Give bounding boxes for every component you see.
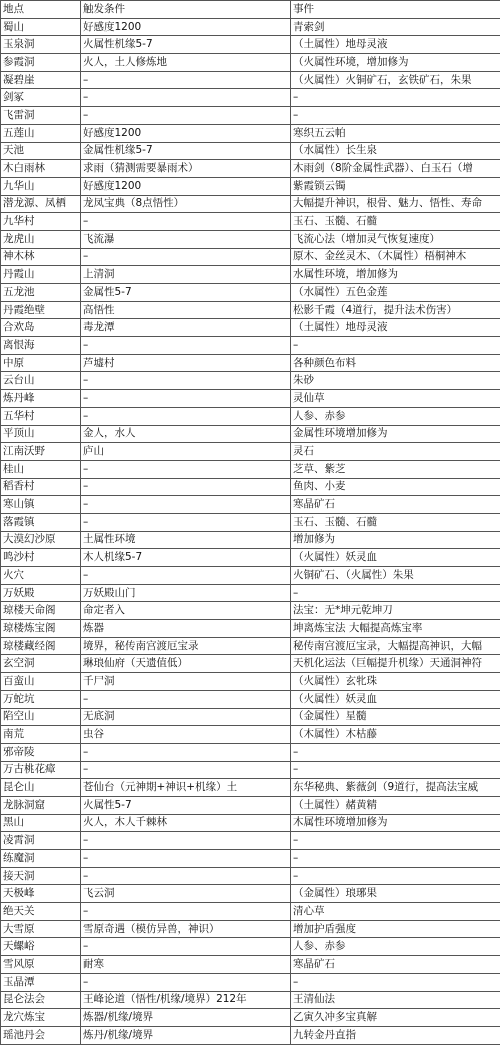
table-header-row xyxy=(1,1,500,19)
table-row xyxy=(1,460,500,478)
cell-location: 五莲山 xyxy=(1,124,81,142)
cell-location: 炼丹峰 xyxy=(1,390,81,408)
cell-trigger: 炼器/机缘/境界 xyxy=(81,1009,291,1027)
cell-event: （土属性）地母灵液 xyxy=(291,319,500,337)
table-row xyxy=(1,673,500,691)
cell-trigger: 芦墟村 xyxy=(81,354,291,372)
cell-location: 寒山镇 xyxy=(1,496,81,514)
table-row xyxy=(1,301,500,319)
table-row xyxy=(1,903,500,921)
table-row xyxy=(1,956,500,974)
table-row xyxy=(1,1026,500,1044)
cell-event: 法宝：无*坤元乾坤刀 xyxy=(291,602,500,620)
table-row xyxy=(1,973,500,991)
cell-location: 天螺峪 xyxy=(1,938,81,956)
cell-event: 天机化运法（巨幅提升机缘）天通洞神符 xyxy=(291,655,500,673)
table-row xyxy=(1,779,500,797)
cell-event: 寒晶矿石 xyxy=(291,496,500,514)
cell-event: – xyxy=(291,89,500,107)
cell-event: 飞流心法（增加灵气恢复速度） xyxy=(291,230,500,248)
cell-event: 东华秘典、紫薇剑（9道行，提高法宝威 xyxy=(291,779,500,797)
cell-trigger: 千尸洞 xyxy=(81,673,291,691)
cell-trigger: – xyxy=(81,107,291,125)
cell-location: 火穴 xyxy=(1,567,81,585)
cell-location: 云台山 xyxy=(1,372,81,390)
table-row xyxy=(1,407,500,425)
cell-event: 火铜矿石、（火属性）朱果 xyxy=(291,567,500,585)
cell-trigger: 无底洞 xyxy=(81,708,291,726)
table-row xyxy=(1,513,500,531)
table-row xyxy=(1,266,500,284)
cell-event: 寒织五云帕 xyxy=(291,124,500,142)
cell-location: 龙穴炼宝 xyxy=(1,1009,81,1027)
cell-location: 离恨海 xyxy=(1,337,81,355)
cell-trigger: – xyxy=(81,938,291,956)
cell-trigger: 上清洞 xyxy=(81,266,291,284)
cell-location: 江南沃野 xyxy=(1,443,81,461)
table-row xyxy=(1,496,500,514)
table-row xyxy=(1,920,500,938)
cell-trigger: – xyxy=(81,761,291,779)
cell-location: 鸣沙村 xyxy=(1,549,81,567)
cell-trigger: – xyxy=(81,337,291,355)
cell-location: 龙脉洞窟 xyxy=(1,796,81,814)
cell-location: 玉泉洞 xyxy=(1,36,81,54)
cell-trigger: – xyxy=(81,248,291,266)
cell-trigger: 土属性环境 xyxy=(81,531,291,549)
cell-event: 大幅提升神识，根骨、魅力、悟性、寿命 xyxy=(291,195,500,213)
cell-trigger: – xyxy=(81,71,291,89)
table-row xyxy=(1,637,500,655)
table-row xyxy=(1,832,500,850)
table-row xyxy=(1,549,500,567)
cell-event: 松影千霞（4道行，提升法术伤害） xyxy=(291,301,500,319)
table-row xyxy=(1,372,500,390)
table-row xyxy=(1,54,500,72)
cell-event: （火属性）妖灵血 xyxy=(291,690,500,708)
cell-trigger: 好感度1200 xyxy=(81,18,291,36)
cell-location: 大漠幻沙原 xyxy=(1,531,81,549)
table-row xyxy=(1,354,500,372)
cell-trigger: 耐寒 xyxy=(81,956,291,974)
cell-location: 潜龙源、凤栖 xyxy=(1,195,81,213)
cell-trigger: 火人，土人修炼地 xyxy=(81,54,291,72)
cell-trigger: – xyxy=(81,743,291,761)
cell-trigger: 琳琅仙府（天遗值低） xyxy=(81,655,291,673)
cell-event: （金属性）琅琊果 xyxy=(291,885,500,903)
cell-event: 青索剑 xyxy=(291,18,500,36)
table-row xyxy=(1,230,500,248)
table-row xyxy=(1,761,500,779)
cell-location: 丹霞绝壁 xyxy=(1,301,81,319)
header-trigger: 触发条件 xyxy=(81,1,291,19)
cell-event: 清心草 xyxy=(291,903,500,921)
cell-trigger: 龙凤宝典（8点悟性） xyxy=(81,195,291,213)
cell-location: 万古桃花瘴 xyxy=(1,761,81,779)
cell-location: 玉晶潭 xyxy=(1,973,81,991)
cell-location: 九华村 xyxy=(1,213,81,231)
cell-location: 参霞洞 xyxy=(1,54,81,72)
cell-event: – xyxy=(291,867,500,885)
header-location: 地点 xyxy=(1,1,81,19)
cell-event: 木雨剑（8阶金属性武器）、白玉石（增 xyxy=(291,160,500,178)
cell-event: （水属性）长生泉 xyxy=(291,142,500,160)
cell-location: 九华山 xyxy=(1,177,81,195)
cell-location: 琼楼炼宝阁 xyxy=(1,620,81,638)
table-row xyxy=(1,1009,500,1027)
cell-location: 平顶山 xyxy=(1,425,81,443)
cell-trigger: – xyxy=(81,567,291,585)
cell-event: 灵石 xyxy=(291,443,500,461)
cell-location: 昆仑法会 xyxy=(1,991,81,1009)
table-row xyxy=(1,991,500,1009)
cell-event: 九转金丹直指 xyxy=(291,1026,500,1044)
cell-trigger: – xyxy=(81,867,291,885)
cell-trigger: 高悟性 xyxy=(81,301,291,319)
cell-event: – xyxy=(291,973,500,991)
cell-event: – xyxy=(291,743,500,761)
cell-event: 乙寅久冲多宝真解 xyxy=(291,1009,500,1027)
cell-event: （土属性）地母灵液 xyxy=(291,36,500,54)
cell-location: 飞雷洞 xyxy=(1,107,81,125)
cell-event: 各种颜色布料 xyxy=(291,354,500,372)
cell-location: 五华村 xyxy=(1,407,81,425)
cell-trigger: 炼器 xyxy=(81,620,291,638)
cell-trigger: 木人机缘5-7 xyxy=(81,549,291,567)
table-row xyxy=(1,36,500,54)
cell-event: 人参、赤参 xyxy=(291,407,500,425)
table-row xyxy=(1,107,500,125)
cell-location: 凝碧崖 xyxy=(1,71,81,89)
cell-trigger: 火属性机缘5-7 xyxy=(81,36,291,54)
cell-trigger: 飞流瀑 xyxy=(81,230,291,248)
cell-trigger: – xyxy=(81,690,291,708)
cell-location: 黑山 xyxy=(1,814,81,832)
cell-event: 朱砂 xyxy=(291,372,500,390)
cell-location: 木白雨林 xyxy=(1,160,81,178)
cell-event: – xyxy=(291,850,500,868)
table-row xyxy=(1,160,500,178)
cell-event: （土属性）赭黄精 xyxy=(291,796,500,814)
cell-trigger: – xyxy=(81,496,291,514)
table-row xyxy=(1,938,500,956)
cell-event: 玉石、玉髓、石髓 xyxy=(291,513,500,531)
table-row xyxy=(1,867,500,885)
cell-location: 神木林 xyxy=(1,248,81,266)
cell-trigger: – xyxy=(81,407,291,425)
cell-event: （火属性环境，增加修为 xyxy=(291,54,500,72)
cell-trigger: 境界，秘传南宫渡厄宝录 xyxy=(81,637,291,655)
cell-location: 瑶池丹会 xyxy=(1,1026,81,1044)
cell-location: 雪风原 xyxy=(1,956,81,974)
table-row xyxy=(1,213,500,231)
cell-trigger: 金属性机缘5-7 xyxy=(81,142,291,160)
cell-event: – xyxy=(291,107,500,125)
cell-event: 人参、赤参 xyxy=(291,938,500,956)
cell-trigger: 万妖殿山门 xyxy=(81,584,291,602)
cell-location: 万妖殿 xyxy=(1,584,81,602)
cell-trigger: – xyxy=(81,213,291,231)
header-event: 事件 xyxy=(291,1,500,19)
table-row xyxy=(1,195,500,213)
cell-trigger: – xyxy=(81,372,291,390)
table-row xyxy=(1,142,500,160)
table-row xyxy=(1,726,500,744)
cell-event: 玉石、玉髓、石髓 xyxy=(291,213,500,231)
cell-trigger: 火人，木人千棘林 xyxy=(81,814,291,832)
cell-location: 合欢岛 xyxy=(1,319,81,337)
cell-event: 紫霞锁云镯 xyxy=(291,177,500,195)
cell-location: 落霞镇 xyxy=(1,513,81,531)
cell-location: 南荒 xyxy=(1,726,81,744)
cell-trigger: 命定者入 xyxy=(81,602,291,620)
table-row xyxy=(1,124,500,142)
table-row xyxy=(1,443,500,461)
cell-location: 陷空山 xyxy=(1,708,81,726)
cell-event: 寒晶矿石 xyxy=(291,956,500,974)
table-row xyxy=(1,584,500,602)
table-row xyxy=(1,390,500,408)
table-row xyxy=(1,708,500,726)
cell-event: 水属性环境，增加修为 xyxy=(291,266,500,284)
cell-location: 丹霞山 xyxy=(1,266,81,284)
cell-trigger: – xyxy=(81,89,291,107)
cell-location: 凌霄洞 xyxy=(1,832,81,850)
table-row xyxy=(1,531,500,549)
cell-event: – xyxy=(291,761,500,779)
cell-location: 绝天关 xyxy=(1,903,81,921)
table-row xyxy=(1,248,500,266)
cell-location: 琼楼天命阁 xyxy=(1,602,81,620)
table-row xyxy=(1,284,500,302)
cell-event: – xyxy=(291,832,500,850)
cell-trigger: – xyxy=(81,478,291,496)
cell-location: 玄空洞 xyxy=(1,655,81,673)
cell-event: – xyxy=(291,337,500,355)
cell-event: 木属性环境增加修为 xyxy=(291,814,500,832)
cell-location: 万蛇坑 xyxy=(1,690,81,708)
cell-event: （水属性）五色金莲 xyxy=(291,284,500,302)
cell-event: 王清仙法 xyxy=(291,991,500,1009)
cell-trigger: – xyxy=(81,513,291,531)
cell-location: 昆仑山 xyxy=(1,779,81,797)
cell-trigger: 庐山 xyxy=(81,443,291,461)
cell-location: 天池 xyxy=(1,142,81,160)
cell-location: 蜀山 xyxy=(1,18,81,36)
cell-location: 中原 xyxy=(1,354,81,372)
cell-trigger: 炼丹/机缘/境界 xyxy=(81,1026,291,1044)
table-row xyxy=(1,425,500,443)
cell-trigger: 毒龙潭 xyxy=(81,319,291,337)
cell-event: （火属性）火铜矿石，玄铁矿石，朱果 xyxy=(291,71,500,89)
cell-event: （火属性）妖灵血 xyxy=(291,549,500,567)
table-row xyxy=(1,885,500,903)
cell-trigger: 雪原奇遇（模仿异兽，神识） xyxy=(81,920,291,938)
table-row xyxy=(1,850,500,868)
table-body xyxy=(1,18,500,1044)
cell-trigger: 金人，水人 xyxy=(81,425,291,443)
table-row xyxy=(1,71,500,89)
cell-trigger: – xyxy=(81,460,291,478)
table-row xyxy=(1,602,500,620)
cell-trigger: 金属性5-7 xyxy=(81,284,291,302)
cell-trigger: 飞云洞 xyxy=(81,885,291,903)
table-row xyxy=(1,690,500,708)
cell-event: 增加修为 xyxy=(291,531,500,549)
cell-location: 练魔洞 xyxy=(1,850,81,868)
cell-trigger: 好感度1200 xyxy=(81,124,291,142)
cell-event: （火属性）玄牝珠 xyxy=(291,673,500,691)
cell-location: 龙虎山 xyxy=(1,230,81,248)
cell-trigger: 求雨（猜测需要暴雨术） xyxy=(81,160,291,178)
cell-trigger: 王峰论道（悟性/机缘/境界）212年 xyxy=(81,991,291,1009)
cell-event: （金属性）星髓 xyxy=(291,708,500,726)
cell-location: 天极峰 xyxy=(1,885,81,903)
table-row xyxy=(1,18,500,36)
cell-event: （木属性）木枯藤 xyxy=(291,726,500,744)
cell-trigger: – xyxy=(81,832,291,850)
cell-trigger: – xyxy=(81,973,291,991)
cell-event: – xyxy=(291,584,500,602)
cell-location: 桂山 xyxy=(1,460,81,478)
table-row xyxy=(1,89,500,107)
cell-location: 邪帝陵 xyxy=(1,743,81,761)
table-row xyxy=(1,177,500,195)
cell-location: 剑冢 xyxy=(1,89,81,107)
table-row xyxy=(1,478,500,496)
table-row xyxy=(1,567,500,585)
cell-event: 增加护盾强度 xyxy=(291,920,500,938)
cell-location: 百蛮山 xyxy=(1,673,81,691)
table-row xyxy=(1,620,500,638)
table-row xyxy=(1,814,500,832)
cell-trigger: – xyxy=(81,850,291,868)
cell-event: 原木、金丝灵木、（木属性）梧桐神木 xyxy=(291,248,500,266)
cell-event: 鱼肉、小麦 xyxy=(291,478,500,496)
cell-event: 芝草、紫芝 xyxy=(291,460,500,478)
cell-location: 大雪原 xyxy=(1,920,81,938)
table-row xyxy=(1,337,500,355)
cell-event: 秘传南宫渡厄宝录，大幅提高神识，大幅 xyxy=(291,637,500,655)
cell-event: 坤离炼宝法 大幅提高炼宝率 xyxy=(291,620,500,638)
cell-trigger: 火属性5-7 xyxy=(81,796,291,814)
cell-event: 金属性环境增加修为 xyxy=(291,425,500,443)
cell-location: 接天洞 xyxy=(1,867,81,885)
cell-trigger: 虫谷 xyxy=(81,726,291,744)
cell-trigger: – xyxy=(81,390,291,408)
table-row xyxy=(1,319,500,337)
cell-trigger: – xyxy=(81,903,291,921)
cell-location: 五龙池 xyxy=(1,284,81,302)
table-row xyxy=(1,655,500,673)
cell-trigger: 好感度1200 xyxy=(81,177,291,195)
cell-location: 稻香村 xyxy=(1,478,81,496)
cell-trigger: 苍仙台（元神期+神识+机缘）土 xyxy=(81,779,291,797)
cell-event: 灵仙草 xyxy=(291,390,500,408)
table-row xyxy=(1,796,500,814)
table-row xyxy=(1,743,500,761)
cell-location: 琼楼藏经阁 xyxy=(1,637,81,655)
